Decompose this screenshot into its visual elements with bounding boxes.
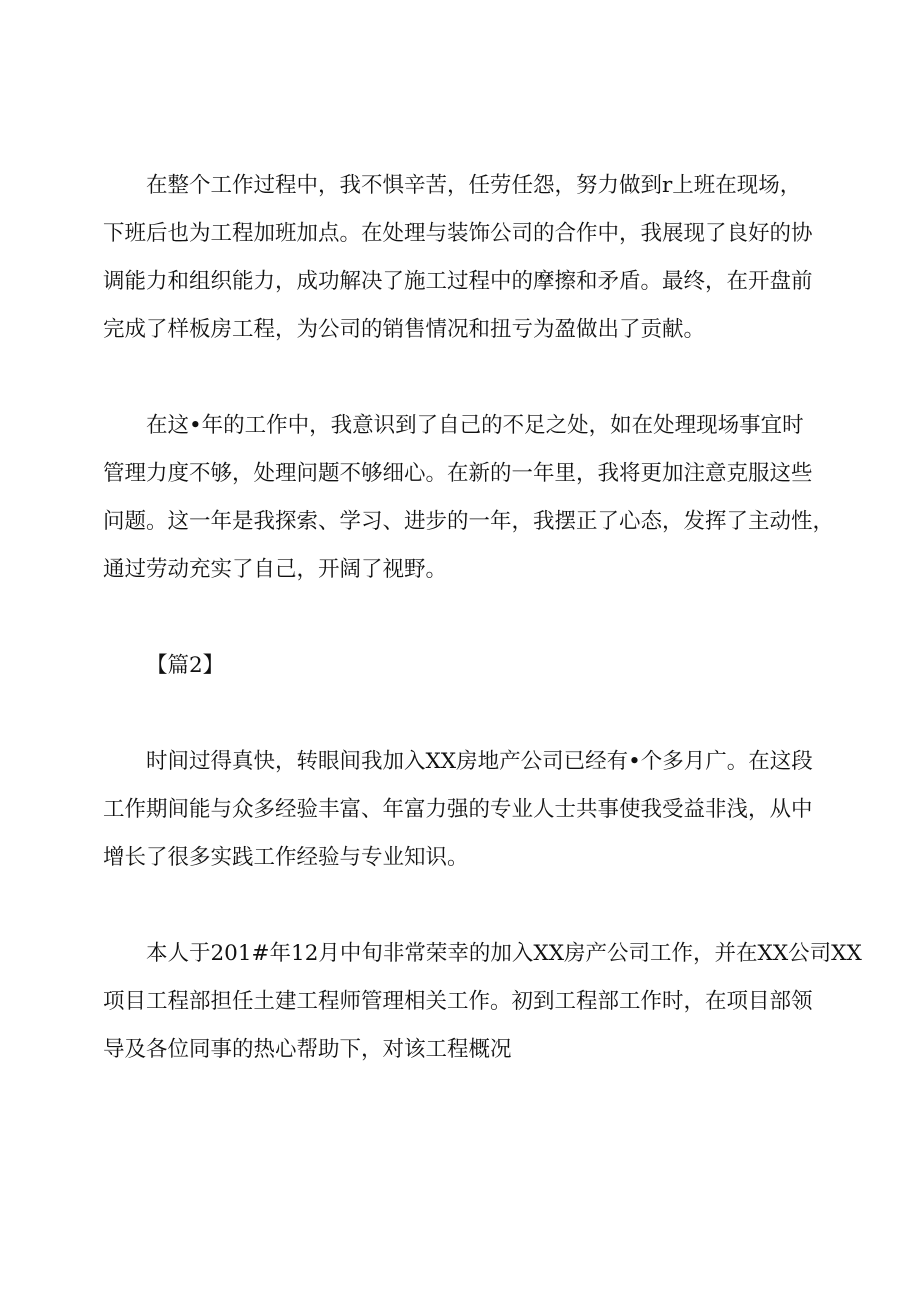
text-line: 在这•年的工作中，我意识到了自己的不足之处，如在处理现场事宜时	[146, 413, 804, 438]
paragraph-1	[103, 162, 819, 354]
text-line: 增长了很多实践工作经验与专业知识。	[103, 845, 469, 870]
text-line: 在整个工作过程中，我不惧辛苦，任劳任怨，努力做到r上班在现场，	[146, 173, 802, 198]
paragraph-3	[103, 738, 819, 882]
document-body	[103, 162, 862, 1122]
text-line: 完成了样板房工程，为公司的销售情况和扭亏为盈做出了贡献。	[103, 317, 706, 342]
text-line: 导及各位同事的热心帮助下，对该工程概况	[103, 1037, 512, 1062]
text-line: 通过劳动充实了自己，开阔了视野。	[103, 557, 448, 582]
text-line: 调能力和组织能力，成功解决了施工过程中的摩擦和矛盾。最终，在开盘前	[103, 269, 813, 294]
text-line: 工作期间能与众多经验丰富、年富力强的专业人士共事使我受益非浅，从中	[103, 797, 813, 822]
text-line: 时间过得真快，转眼间我加入XX房地产公司已经有•个多月广。在这段	[146, 749, 813, 774]
section-heading: 【篇2】	[146, 653, 225, 678]
paragraph-2	[103, 402, 835, 594]
paragraph-4	[103, 930, 862, 1074]
text-line: 本人于201#年12月中旬非常荣幸的加入XX房产公司工作，并在XX公司XX	[146, 941, 862, 966]
text-line: 管理力度不够，处理问题不够细心。在新的一年里，我将更加注意克服这些	[103, 461, 813, 486]
text-line: 项目工程部担任土建工程师管理相关工作。初到工程部工作时，在项目部领	[103, 989, 813, 1014]
text-line: 问题。这一年是我探索、学习、进步的一年，我摆正了心态，发挥了主动性，	[103, 509, 835, 534]
text-line: 下班后也为工程加班加点。在处理与装饰公司的合作中，我展现了良好的协	[103, 221, 813, 246]
